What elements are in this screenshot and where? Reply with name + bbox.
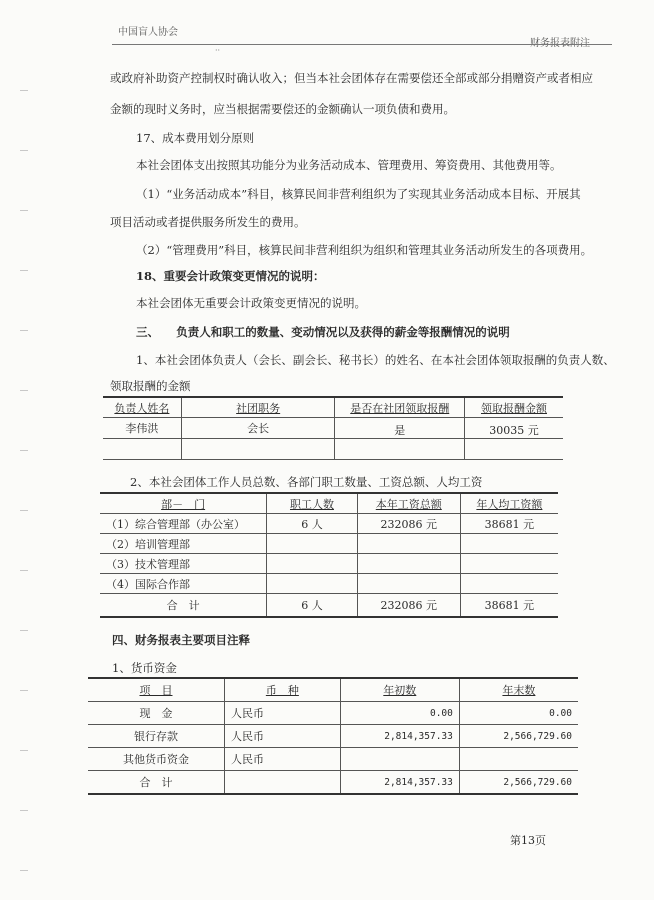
table-cell xyxy=(267,554,358,574)
table-cell: 2,814,357.33 xyxy=(340,771,459,795)
heading-section-4: 四、财务报表主要项目注释 xyxy=(112,633,250,647)
scan-mark: ·· xyxy=(215,46,221,55)
staff-pay-table xyxy=(100,492,558,618)
para-3-1-b: 领取报酬的金额 xyxy=(110,379,191,393)
table-cell: 6 人 xyxy=(267,514,358,534)
table-row xyxy=(100,534,558,554)
para-17-item1-a: （1）“业务活动成本”科目，核算民间非营利组织为了实现其业务活动成本目标、开展其 xyxy=(136,187,581,201)
table-cell: 0.00 xyxy=(340,702,459,725)
table-cell: 银行存款 xyxy=(88,725,224,748)
col-header: 年末数 xyxy=(459,678,578,702)
para-revenue-1: 或政府补助资产控制权时确认收入；但当本社会团体存在需要偿还全部或部分捐赠资产或者相应 xyxy=(110,71,593,85)
table-cell xyxy=(460,574,558,594)
table-row xyxy=(88,748,578,771)
table-cell: 232086 元 xyxy=(357,594,460,618)
para-17-item1-b: 项目活动或者提供服务所发生的费用。 xyxy=(110,215,306,229)
para-17-item2: （2）“管理费用”科目，核算民间非营利组织为组织和管理其业务活动所发生的各项费用。 xyxy=(136,243,593,257)
heading-18: 18、重要会计政策变更情况的说明： xyxy=(136,269,325,283)
col-header: 是否在社团领取报酬 xyxy=(335,397,465,418)
col-header: 社团职务 xyxy=(181,397,335,418)
heading-4-1: 1、货币资金 xyxy=(112,661,177,675)
heading-17: 17、成本费用划分原则 xyxy=(136,131,255,145)
table-total-row xyxy=(88,771,578,795)
table-cell: 0.00 xyxy=(459,702,578,725)
table-row xyxy=(88,725,578,748)
col-header: 年初数 xyxy=(340,678,459,702)
table-cell: 人民币 xyxy=(224,725,340,748)
table-row xyxy=(100,554,558,574)
header-rule xyxy=(112,44,612,45)
table-row xyxy=(103,439,563,460)
col-header: 本年工资总额 xyxy=(357,493,460,514)
table-cell xyxy=(357,534,460,554)
heading-section-3: 三、 负责人和职工的数量、变动情况以及获得的薪金等报酬情况的说明 xyxy=(136,325,510,339)
table-cell: 是 xyxy=(335,418,465,439)
table-cell: 2,566,729.60 xyxy=(459,725,578,748)
para-17-body: 本社会团体支出按照其功能分为业务活动成本、管理费用、筹资费用、其他费用等。 xyxy=(136,158,562,172)
table-cell: （1）综合管理部（办公室） xyxy=(100,514,267,534)
table-cell: （4）国际合作部 xyxy=(100,574,267,594)
table-cell: 6 人 xyxy=(267,594,358,618)
table-row xyxy=(88,702,578,725)
col-header: 领取报酬金额 xyxy=(464,397,563,418)
table-total-row xyxy=(100,594,558,618)
table-cell xyxy=(460,554,558,574)
table-cell xyxy=(459,748,578,771)
table-cell: 会长 xyxy=(181,418,335,439)
col-header: 币 种 xyxy=(224,678,340,702)
page-number: 第13页 xyxy=(510,834,546,847)
table-cell xyxy=(357,574,460,594)
table-header-row xyxy=(88,678,578,702)
header-org: 中国盲人协会 xyxy=(118,27,178,38)
table-cell xyxy=(340,748,459,771)
table-cell xyxy=(224,771,340,795)
table-cell: 38681 元 xyxy=(460,514,558,534)
col-header: 负责人姓名 xyxy=(103,397,181,418)
table-cell xyxy=(460,534,558,554)
leader-pay-table xyxy=(103,396,563,460)
para-revenue-2: 金额的现时义务时，应当根据需要偿还的金额确认一项负债和费用。 xyxy=(110,102,455,116)
heading-3-2: 2、本社会团体工作人员总数、各部门职工数量、工资总额、人均工资 xyxy=(130,475,483,489)
table-cell: 人民币 xyxy=(224,748,340,771)
table-cell: 合 计 xyxy=(100,594,267,618)
header-doc-title: 财务报表附注 xyxy=(530,38,590,49)
table-cell: 人民币 xyxy=(224,702,340,725)
table-row xyxy=(103,418,563,439)
col-header: 项 目 xyxy=(88,678,224,702)
table-cell: 合 计 xyxy=(88,771,224,795)
table-cell: 现 金 xyxy=(88,702,224,725)
table-cell: 232086 元 xyxy=(357,514,460,534)
table-cell: 李伟洪 xyxy=(103,418,181,439)
table-cell xyxy=(267,574,358,594)
table-cell xyxy=(357,554,460,574)
col-header: 年人均工资额 xyxy=(460,493,558,514)
table-row xyxy=(100,514,558,534)
table-header-row xyxy=(100,493,558,514)
col-header: 职工人数 xyxy=(267,493,358,514)
table-cell: （3）技术管理部 xyxy=(100,554,267,574)
table-header-row xyxy=(103,397,563,418)
table-cell xyxy=(267,534,358,554)
table-cell: 38681 元 xyxy=(460,594,558,618)
table-cell: 其他货币资金 xyxy=(88,748,224,771)
para-3-1-a: 1、本社会团体负责人（会长、副会长、秘书长）的姓名、在本社会团体领取报酬的负责人数、 xyxy=(136,353,615,367)
table-row xyxy=(100,574,558,594)
cash-table xyxy=(88,677,578,795)
table-cell: 2,566,729.60 xyxy=(459,771,578,795)
para-18-body: 本社会团体无重要会计政策变更情况的说明。 xyxy=(136,296,366,310)
table-cell: 30035 元 xyxy=(464,418,563,439)
col-header: 部－ 门 xyxy=(100,493,267,514)
table-cell: 2,814,357.33 xyxy=(340,725,459,748)
table-cell: （2）培训管理部 xyxy=(100,534,267,554)
